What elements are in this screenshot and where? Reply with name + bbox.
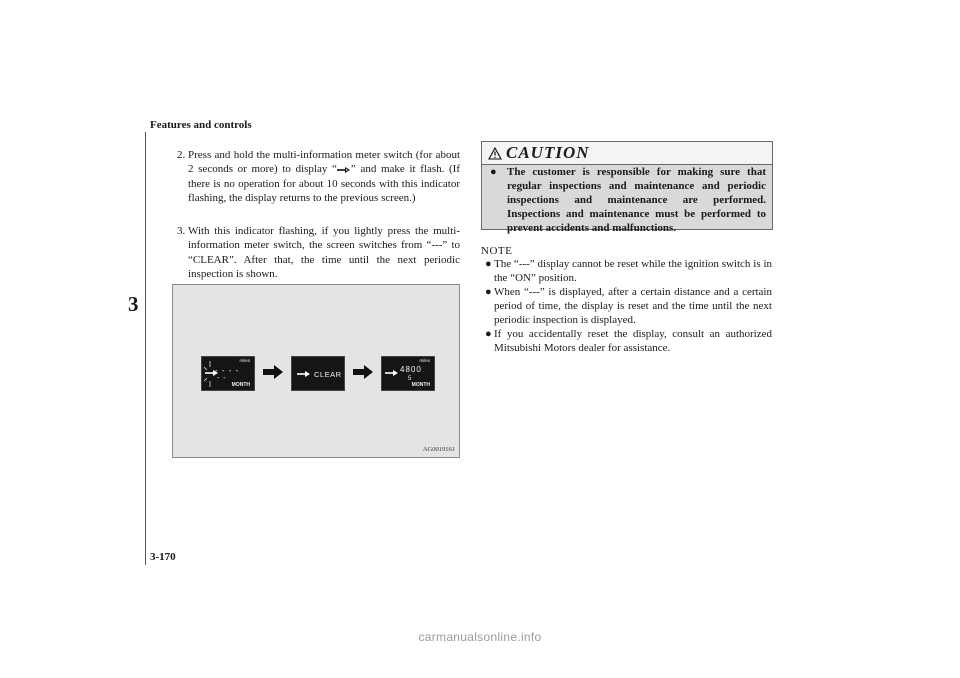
note-item: ● If you accidentally reset the display, consult an authorized Mitsubishi Motors dealer for assistance. — [485, 328, 772, 354]
bullet: ● — [490, 166, 497, 178]
arrow-right-icon — [263, 365, 283, 379]
step-number: 3. — [177, 225, 186, 237]
section-header: Features and controls — [150, 119, 252, 131]
display-illustration — [172, 284, 460, 458]
step-text: With this indicator flashing, if you lightly press the multi-information meter switch, the screen switches from “---” to “CLEAR”. After that, the time until the next periodic inspection is shown. — [188, 225, 460, 280]
warning-triangle-icon — [488, 147, 502, 160]
caution-title: CAUTION — [506, 143, 590, 162]
note-title: NOTE — [481, 245, 513, 257]
wrench-icon — [337, 166, 351, 174]
step-number: 2. — [177, 149, 186, 161]
note-item: ● The “---” display cannot be reset while the ignition switch is in the “ON” position. — [485, 258, 772, 284]
wrench-icon — [385, 369, 399, 377]
display-flashing-dashes: miles - - - - - - MONTH — [201, 356, 255, 391]
arrow-right-icon — [353, 365, 373, 379]
display-clear: CLEAR — [291, 356, 345, 391]
chapter-number: 3 — [128, 292, 139, 316]
step-3 — [177, 224, 460, 281]
note-item: ● When “---” is displayed, after a certain distance and a certain period of time, the display is reset and the time until the next periodic inspection is displayed. — [485, 286, 772, 326]
wrench-icon — [297, 370, 311, 378]
figure-code: AG0019161 — [422, 446, 455, 453]
display-next-inspection: miles 4800 5 MONTH — [381, 356, 435, 391]
step-text: Press and hold the multi-information meter switch (for about 2 seconds or more) to display “ ” and make it flash. (If there is no operation for about 10 seconds with this indicator flashing, the display returns to the previous screen.) — [188, 149, 460, 204]
page-number: 3-170 — [150, 551, 176, 563]
chapter-divider-line — [145, 132, 146, 565]
step-2 — [177, 148, 460, 205]
footer-watermark: carmanualsonline.info — [418, 630, 542, 644]
caution-box — [481, 141, 773, 234]
caution-header — [482, 142, 772, 165]
caution-text: ● The customer is responsible for making sure that regular inspections and maintenance and periodic inspections and maintenance are performed. Inspections and maintenance must be performed to prevent accidents and malfunctions. — [490, 166, 766, 234]
